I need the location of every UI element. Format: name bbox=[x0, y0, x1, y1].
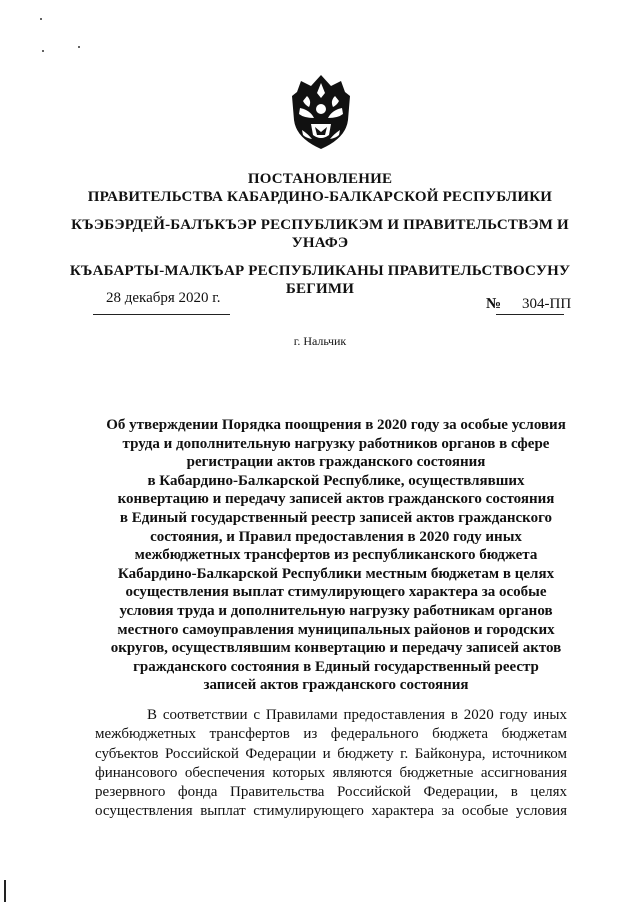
title-line: межбюджетных трансфертов из республиканского бюджета bbox=[134, 547, 538, 564]
scan-speck bbox=[78, 46, 80, 48]
title-line: Об утверждении Порядка поощрения в 2020 году за особые условия bbox=[106, 417, 566, 433]
government-name-krc-line1: КЪАБАРТЫ-МАЛКЪАР РЕСПУБЛИКАНЫ ПРАВИТЕЛЬСТВОСУНУ bbox=[69, 263, 571, 279]
government-name-ru: ПРАВИТЕЛЬСТВА КАБАРДИНО-БАЛКАРСКОЙ РЕСПУБЛИКИ bbox=[87, 189, 553, 205]
government-name-kbd-line1: КЪЭБЭРДЕЙ-БАЛЪКЪЭР РЕСПУБЛИКЭМ И ПРАВИТЕЛЬСТВЭМ И bbox=[71, 217, 569, 233]
coat-of-arms-emblem bbox=[290, 72, 352, 152]
government-name-krc-line2: БЕГИМИ bbox=[285, 281, 355, 297]
date-underline bbox=[93, 314, 230, 315]
title-line: труда и дополнительную нагрузку работников органов в сфере bbox=[122, 435, 550, 452]
title-line: регистрации актов гражданского состояния bbox=[186, 454, 486, 471]
body-line: межбюджетных трансфертов из федерального бюджета бюджетам bbox=[95, 726, 567, 743]
title-line: осуществления выплат стимулирующего характера за особые bbox=[125, 584, 547, 601]
body-line: осуществления выплат стимулирующего характера за особые условия bbox=[95, 803, 567, 820]
title-line: в Кабардино-Балкарской Республике, осуществлявших bbox=[147, 472, 525, 489]
decree-date: 28 декабря 2020 г. bbox=[106, 290, 221, 306]
title-line: в Единый государственный реестр записей актов гражданского bbox=[119, 509, 553, 526]
body-line: субъектов Российской Федерации и бюджету г. Байконура, источником bbox=[95, 745, 567, 762]
title-line: округов, осуществлявшим конвертацию и передачу записей актов bbox=[110, 640, 562, 657]
scan-margin-mark bbox=[4, 880, 6, 902]
title-line: записей актов гражданского состояния bbox=[203, 677, 469, 694]
decree-heading: ПОСТАНОВЛЕНИЕ bbox=[247, 171, 393, 187]
decree-title bbox=[98, 416, 574, 695]
decree-body bbox=[95, 706, 567, 822]
body-line: резервного фонда Правительства Российской Федерации, в целях bbox=[95, 784, 567, 801]
title-line: гражданского состояния в Единый государственный реестр bbox=[133, 658, 539, 675]
title-line: состояния, и Правил предоставления в 2020 году иных bbox=[150, 528, 522, 545]
title-line: Кабардино-Балкарской Республики местным бюджетам в целях bbox=[117, 565, 555, 582]
government-name-kbd-line2: УНАФЭ bbox=[291, 235, 349, 251]
scan-speck bbox=[40, 18, 42, 20]
title-line: местного самоуправления муниципальных районов и городских bbox=[117, 621, 555, 638]
body-line: В соответствии с Правилами предоставления в 2020 году иных bbox=[147, 707, 567, 723]
decree-date-block bbox=[100, 290, 230, 307]
scan-speck bbox=[42, 50, 44, 52]
title-line: условия труда и дополнительную нагрузку работникам органов bbox=[119, 602, 553, 619]
title-line: конвертацию и передачу записей актов гражданского состояния bbox=[117, 491, 555, 508]
decree-number-block bbox=[486, 296, 606, 313]
decree-number: 304-ПП bbox=[522, 296, 572, 312]
number-underline bbox=[496, 314, 564, 315]
number-sign: № bbox=[486, 296, 502, 312]
body-line: финансового обеспечения которых являются бюджетные ассигнования bbox=[95, 764, 567, 781]
city-name: г. Нальчик bbox=[293, 334, 347, 348]
